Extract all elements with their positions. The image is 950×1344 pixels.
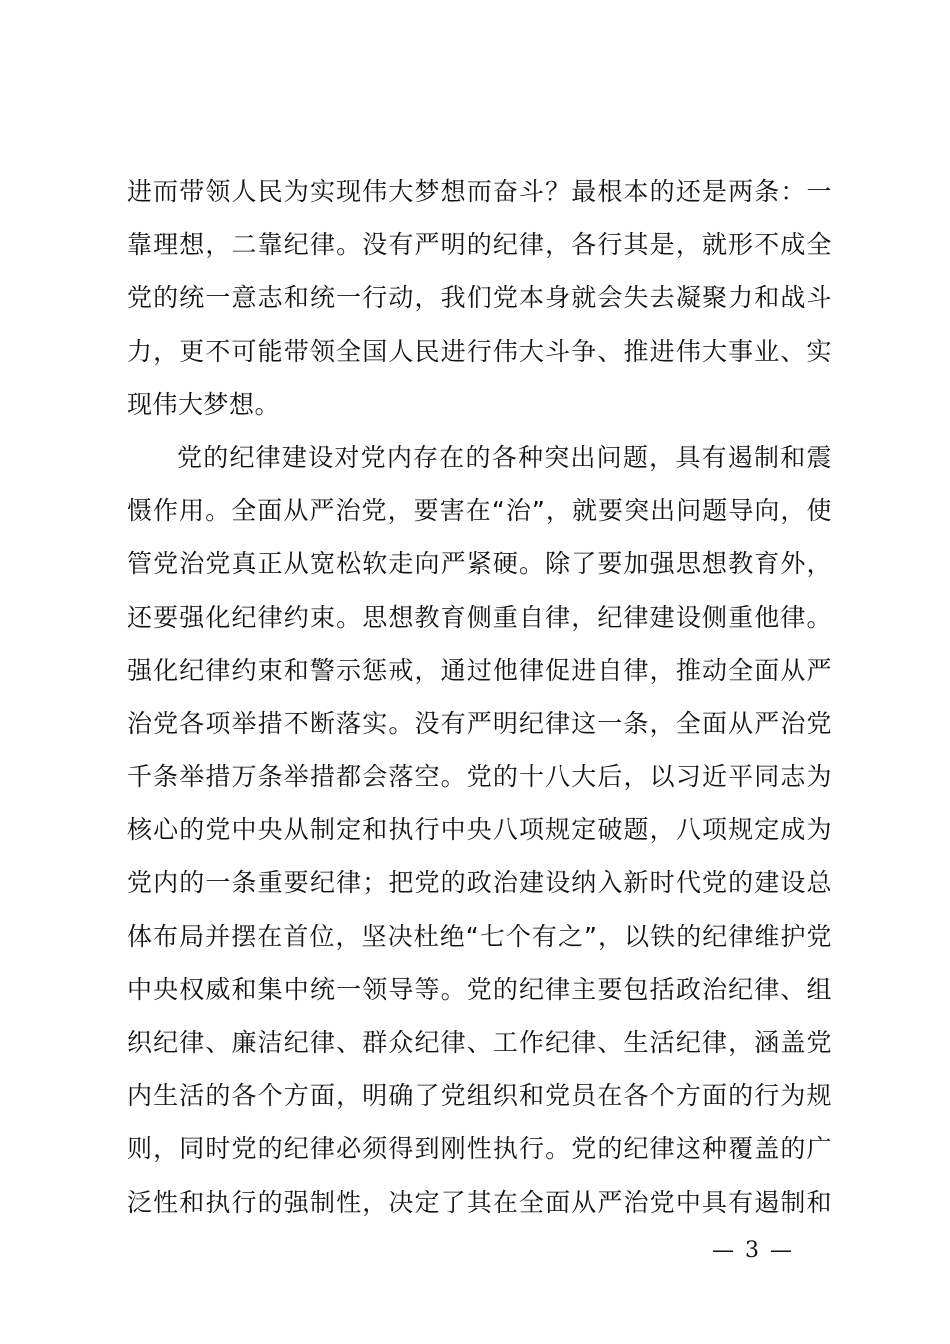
text-line: 慑作用。全面从严治党，要害在“治”，就要突出问题导向，使 xyxy=(127,496,832,526)
text-line: 治党各项举措不断落实。没有严明纪律这一条，全面从严治党 xyxy=(127,708,832,738)
text-line: 千条举措万条举措都会落空。党的十八大后，以习近平同志为 xyxy=(127,762,832,792)
paragraph-1 xyxy=(127,165,832,431)
text-line: 体布局并摆在首位，坚决杜绝“七个有之”，以铁的纪律维护党 xyxy=(127,921,832,951)
text-line: 强化纪律约束和警示惩戒，通过他律促进自律，推动全面从严 xyxy=(127,655,832,685)
text-line: 党内的一条重要纪律；把党的政治建设纳入新时代党的建设总 xyxy=(127,868,832,898)
text-line: 党的统一意志和统一行动，我们党本身就会失去凝聚力和战斗 xyxy=(127,283,832,313)
paragraph-2 xyxy=(127,431,832,1229)
text-line: 中央权威和集中统一领导等。党的纪律主要包括政治纪律、组 xyxy=(127,974,832,1004)
text-line: 进而带领人民为实现伟大梦想而奋斗？最根本的还是两条：一 xyxy=(127,177,832,206)
text-line: 靠理想，二靠纪律。没有严明的纪律，各行其是，就形不成全 xyxy=(127,230,832,260)
text-line: 还要强化纪律约束。思想教育侧重自律，纪律建设侧重他律。 xyxy=(127,602,832,632)
body-text xyxy=(127,165,832,1229)
text-line: 泛性和执行的强制性，决定了其在全面从严治党中具有遏制和 xyxy=(127,1187,832,1217)
text-line: 管党治党真正从宽松软走向严紧硬。除了要加强思想教育外， xyxy=(127,549,832,579)
text-line: 内生活的各个方面，明确了党组织和党员在各个方面的行为规 xyxy=(127,1081,832,1111)
text-line: 则，同时党的纪律必须得到刚性执行。党的纪律这种覆盖的广 xyxy=(127,1134,832,1164)
text-line: 织纪律、廉洁纪律、群众纪律、工作纪律、生活纪律，涵盖党 xyxy=(127,1028,832,1057)
text-line: 现伟大梦想。 xyxy=(127,389,281,419)
text-line: 党的纪律建设对党内存在的各种突出问题，具有遏制和震 xyxy=(177,442,832,472)
text-line: 力，更不可能带领全国人民进行伟大斗争、推进伟大事业、实 xyxy=(127,336,832,366)
page-number: — 3 — xyxy=(712,1238,794,1263)
text-line: 核心的党中央从制定和执行中央八项规定破题，八项规定成为 xyxy=(127,815,832,845)
